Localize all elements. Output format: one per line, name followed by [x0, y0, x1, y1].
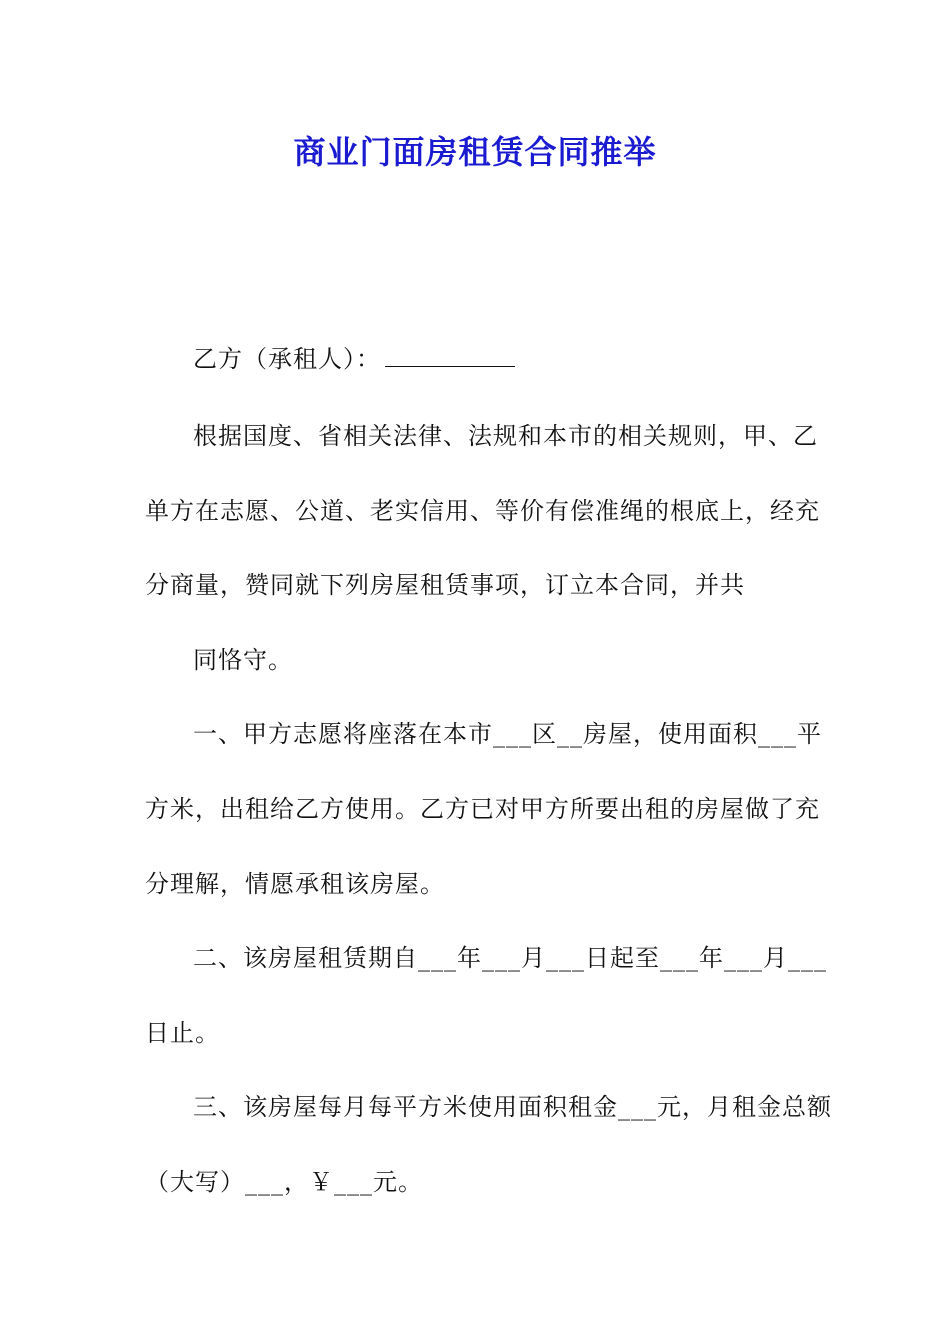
clause-line: 方米，出租给乙方使用。乙方已对甲方所要出租的房屋做了充 — [145, 795, 820, 823]
party-b-label: 乙方（承租人）： — [193, 345, 381, 373]
party-b-line — [193, 339, 858, 379]
clause-line: 二、该房屋租赁期自___年___月___日起至___年___月___ — [193, 944, 827, 972]
paragraph-line: 同恪守。 — [193, 646, 293, 674]
clause-line: 一、甲方志愿将座落在本市___区__房屋，使用面积___平 — [193, 720, 822, 748]
paragraph-line: 根据国度、省相关法律、法规和本市的相关规则，甲、乙 — [193, 422, 818, 450]
clause-line: （大写）___，￥___元。 — [145, 1168, 423, 1196]
document-title: 商业门面房租赁合同推举 — [293, 133, 657, 171]
clause-line: 三、该房屋每月每平方米使用面积租金___元，月租金总额 — [193, 1093, 832, 1121]
clause-line: 日止。 — [145, 1019, 220, 1047]
paragraph-line: 单方在志愿、公道、老实信用、等价有偿准绳的根底上，经充 — [145, 497, 820, 525]
paragraph-line: 分商量，赞同就下列房屋租赁事项，订立本合同，并共 — [145, 571, 745, 599]
party-b-blank — [385, 340, 515, 367]
clause-line: 分理解，情愿承租该房屋。 — [145, 870, 445, 898]
